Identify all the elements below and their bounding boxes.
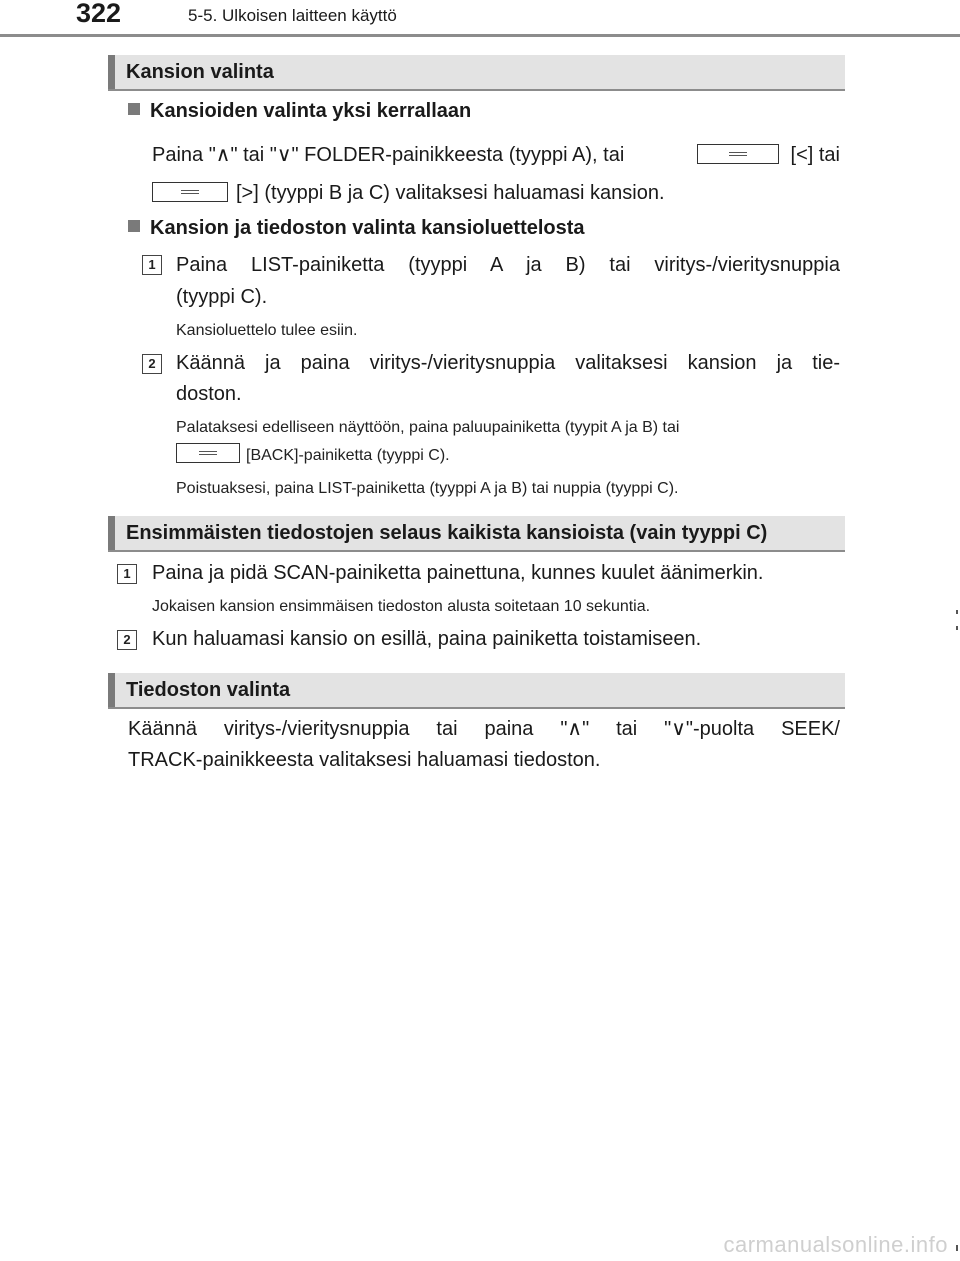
subheading-folders-one-by-one xyxy=(128,100,471,123)
scan-step2-text: Kun haluamasi kansio on esillä, paina painiketta toistamiseen. xyxy=(152,628,702,650)
section-folder-selection xyxy=(108,55,845,91)
file-instruction-line1: Käännä viritys-/vieritysnuppia tai paina "∧" tai "∨"-puolta SEEK/ xyxy=(128,718,840,740)
note-text: [BACK]-painiketta (tyyppi C). xyxy=(246,447,450,464)
subheading-folder-list xyxy=(128,217,585,240)
step-number-2: 2 xyxy=(117,630,137,650)
scan-step1-note: Jokaisen kansion ensimmäisen tiedoston alusta soitetaan 10 sekuntia. xyxy=(152,598,651,615)
margin-tick xyxy=(956,610,958,614)
section-title: Ensimmäisten tiedostojen selaus kaikista kansioista (vain tyyppi C) xyxy=(126,522,768,544)
page-number: 322 xyxy=(76,0,122,28)
steering-switch-icon xyxy=(176,443,240,463)
step2-note-back: Palataksesi edelliseen näyttöön, paina paluupainiketta (tyypit A ja B) tai xyxy=(176,419,680,436)
step1-text-line1: Paina LIST-painiketta (tyyppi A ja B) tai viritys-/vieritysnuppia xyxy=(176,254,840,276)
header-divider xyxy=(0,34,960,37)
file-instruction-line2: TRACK-painikkeesta valitaksesi haluamasi tiedoston. xyxy=(128,749,601,771)
section-title: Tiedoston valinta xyxy=(126,679,291,701)
instruction-text: Paina "∧" tai "∨" FOLDER-painikkeesta (tyyppi A), tai xyxy=(152,144,625,166)
instruction-text: [>] (tyyppi B ja C) valitaksesi haluamasi kansion. xyxy=(236,182,665,204)
subheading-text: Kansion ja tiedoston valinta kansioluettelosta xyxy=(150,217,585,239)
step-number-1: 1 xyxy=(117,564,137,584)
folder-instruction-line2 xyxy=(152,175,665,212)
instruction-text: [<] tai xyxy=(790,144,840,166)
subheading-text: Kansioiden valinta yksi kerrallaan xyxy=(150,100,472,122)
steering-switch-icon xyxy=(152,182,228,202)
watermark: carmanualsonline.info xyxy=(723,1232,948,1257)
margin-tick xyxy=(956,626,958,630)
section-scan-first-files xyxy=(108,516,845,552)
step1-text-line2: (tyyppi C). xyxy=(176,286,268,308)
scan-step1-text: Paina ja pidä SCAN-painiketta painettuna, kunnes kuulet äänimerkin. xyxy=(152,562,764,584)
square-bullet-icon xyxy=(128,220,140,232)
chapter-title: 5-5. Ulkoisen laitteen käyttö xyxy=(188,6,397,25)
step-number-2: 2 xyxy=(142,354,162,374)
step2-text-line2: doston. xyxy=(176,383,242,405)
folder-instruction-line1 xyxy=(152,137,840,174)
section-title: Kansion valinta xyxy=(126,61,274,83)
step2-text-line1: Käännä ja paina viritys-/vieritysnuppia valitaksesi kansion ja tie- xyxy=(176,352,840,374)
section-accent xyxy=(108,55,115,89)
square-bullet-icon xyxy=(128,103,140,115)
section-accent xyxy=(108,673,115,707)
section-accent xyxy=(108,516,115,550)
step1-note: Kansioluettelo tulee esiin. xyxy=(176,322,358,339)
margin-tick xyxy=(956,1245,958,1251)
step2-note-exit: Poistuaksesi, paina LIST-painiketta (tyyppi A ja B) tai nuppia (tyyppi C). xyxy=(176,480,679,497)
steering-switch-icon xyxy=(697,144,779,164)
section-file-selection xyxy=(108,673,845,709)
step2-note-back-cont xyxy=(176,441,450,470)
step-number-1: 1 xyxy=(142,255,162,275)
